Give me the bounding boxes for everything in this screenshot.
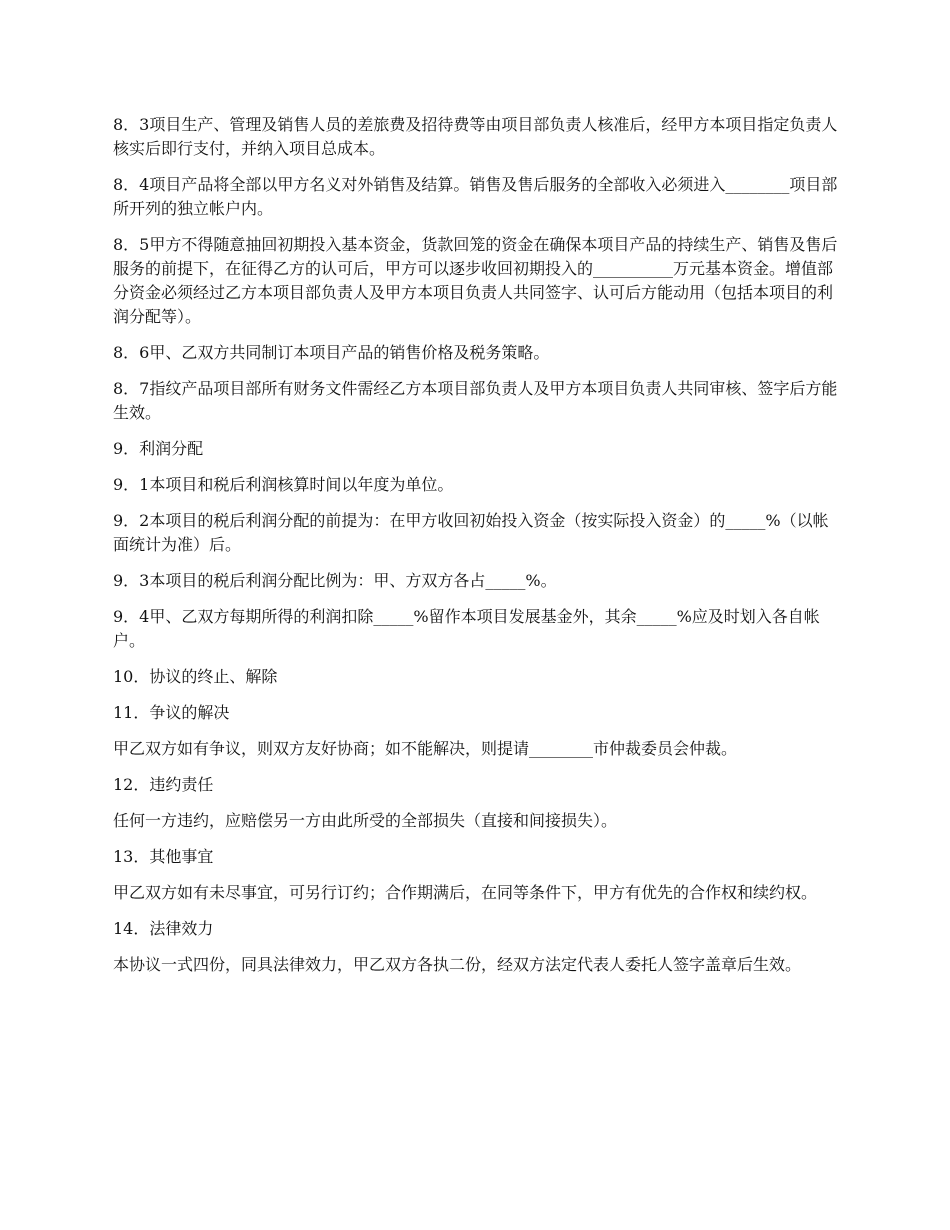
dispute-resolution-text: 甲乙双方如有争议，则双方友好协商；如不能解决，则提请________市仲裁委员会仲裁。 — [113, 739, 738, 758]
section-9-heading: 9．利润分配 — [113, 439, 204, 458]
section-12-heading: 12．违约责任 — [113, 775, 214, 794]
clause-8-3: 8．3项目生产、管理及销售人员的差旅费及招待费等由项目部负责人核准后，经甲方本项目指定负责人核实后即行支付，并纳入项目总成本。 — [113, 115, 838, 158]
clause-8-6: 8．6甲、乙双方共同制订本项目产品的销售价格及税务策略。 — [113, 343, 550, 362]
clause-9-2: 9．2本项目的税后利润分配的前提为：在甲方收回初始投入资金（按实际投入资金）的_____%（以帐面统计为准）后。 — [113, 511, 829, 554]
section-13-heading: 13．其他事宜 — [113, 847, 214, 866]
clause-8-4: 8．4项目产品将全部以甲方名义对外销售及结算。销售及售后服务的全部收入必须进入________项目部所开列的独立帐户内。 — [113, 175, 838, 218]
clause-9-1: 9．1本项目和税后利润核算时间以年度为单位。 — [113, 475, 454, 494]
section-14-heading: 14．法律效力 — [113, 919, 214, 938]
document-body — [113, 113, 843, 989]
section-10-heading: 10．协议的终止、解除 — [113, 667, 278, 686]
clause-8-5: 8．5甲方不得随意抽回初期投入基本资金，货款回笼的资金在确保本项目产品的持续生产、销售及售后服务的前提下，在征得乙方的认可后，甲方可以逐步收回初期投入的__________万元基本资金。增值部分资金必须经过乙方本项目部负责人及甲方本项目负责人共同签字、认可后方能动用（包括本项目的利润分配等）。 — [113, 235, 838, 326]
section-11-heading: 11．争议的解决 — [113, 703, 230, 722]
legal-effect-text: 本协议一式四份，同具法律效力，甲乙双方各执二份，经双方法定代表人委托人签字盖章后生效。 — [113, 955, 802, 974]
other-matters-text: 甲乙双方如有未尽事宜，可另行订约；合作期满后，在同等条件下，甲方有优先的合作权和续约权。 — [113, 883, 818, 902]
clause-9-3: 9．3本项目的税后利润分配比例为：甲、方双方各占_____%。 — [113, 571, 557, 590]
clause-8-7: 8．7指纹产品项目部所有财务文件需经乙方本项目部负责人及甲方本项目负责人共同审核、签字后方能生效。 — [113, 379, 838, 422]
clause-9-4: 9．4甲、乙双方每期所得的利润扣除_____%留作本项目发展基金外，其余_____%应及时划入各自帐户。 — [113, 607, 820, 650]
liability-text: 任何一方违约，应赔偿另一方由此所受的全部损失（直接和间接损失）。 — [113, 811, 618, 830]
